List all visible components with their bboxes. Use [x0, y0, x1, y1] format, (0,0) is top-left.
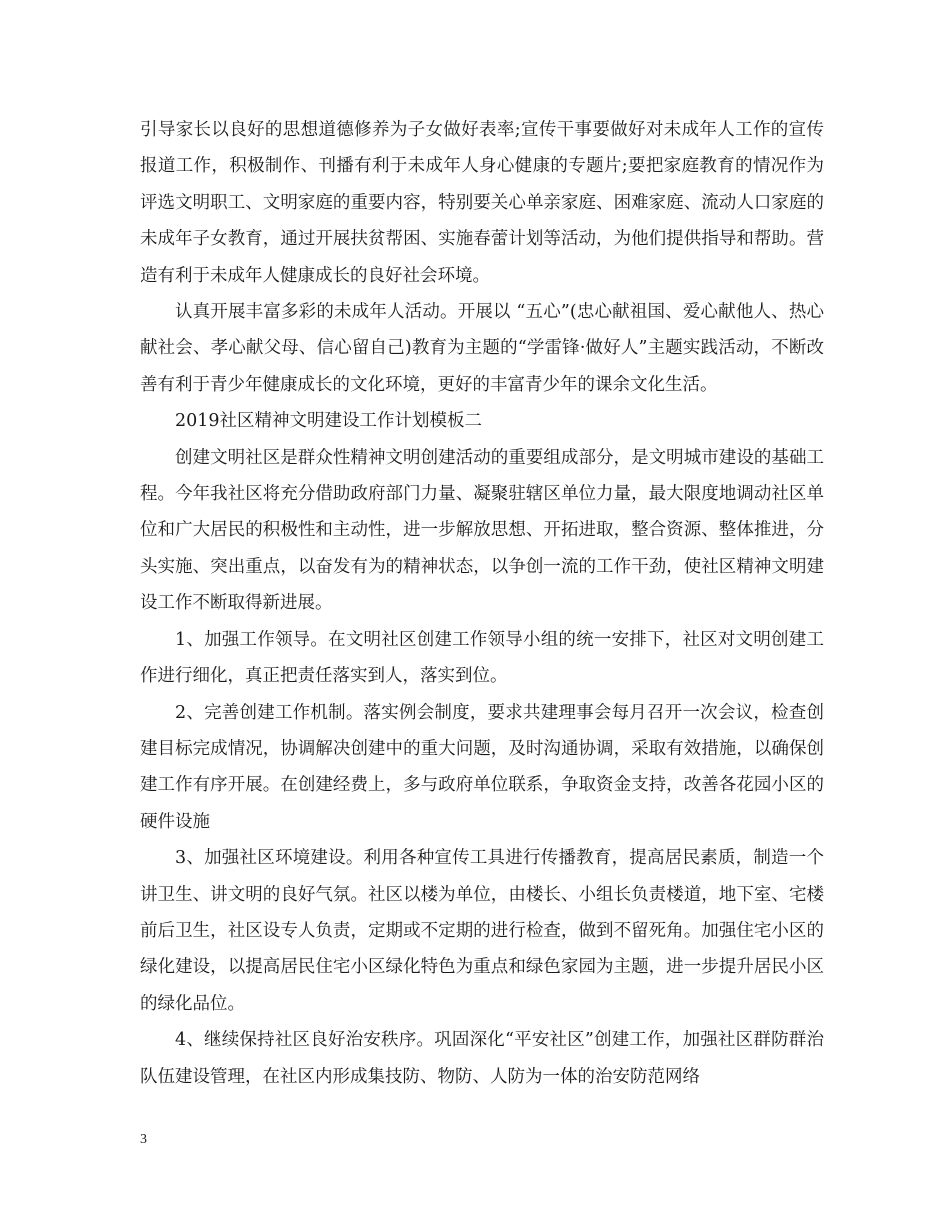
paragraph-civilized-community: 创建文明社区是群众性精神文明创建活动的重要组成部分，是文明城市建设的基础工程。今年我社区将充分借助政府部门力量、凝聚驻辖区单位力量，最大限度地调动社区单位和广大居民的积极性和主动性，进一步解放思想、开拓进取，整合资源、整体推进，分头实施、突出重点，以奋发有为的精神状态，以争创一流的工作干劲，使社区精神文明建设工作不断取得新进展。	[140, 447, 824, 614]
document-body	[140, 112, 824, 1095]
page-number: 3	[140, 1132, 147, 1147]
section-heading: 2019社区精神文明建设工作计划模板二	[175, 411, 483, 432]
paragraph-item-1: 1、加强工作领导。在文明社区创建工作领导小组的统一安排下，社区对文明创建工作进行细化，真正把责任落实到人，落实到位。	[140, 629, 824, 687]
paragraph-item-4: 4、继续保持社区良好治安秩序。巩固深化“平安社区”创建工作，加强社区群防群治队伍建设管理，在社区内形成集技防、物防、人防为一体的治安防范网络	[140, 1030, 824, 1087]
paragraph-youth-activities: 认真开展丰富多彩的未成年人活动。开展以 “五心”(忠心献祖国、爱心献他人、热心献社会、孝心献父母、信心留自己)教育为主题的“学雷锋·做好人”主题实践活动，不断改善有利于青少年健康成长的文化环境，更好的丰富青少年的课余文化生活。	[140, 302, 824, 395]
paragraph-family-education: 引导家长以良好的思想道德修养为子女做好表率;宣传干事要做好对未成年人工作的宣传报道工作，积极制作、刊播有利于未成年人身心健康的专题片;要把家庭教育的情况作为评选文明职工、文明家庭的重要内容，特别要关心单亲家庭、困难家庭、流动人口家庭的未成年子女教育，通过开展扶贫帮困、实施春蕾计划等活动，为他们提供指导和帮助。营造有利于未成年人健康成长的良好社会环境。	[140, 120, 824, 286]
paragraph-item-3: 3、加强社区环境建设。利用各种宣传工具进行传播教育，提高居民素质，制造一个讲卫生、讲文明的良好气氛。社区以楼为单位，由楼长、小组长负责楼道，地下室、宅楼前后卫生，社区设专人负责，定期或不定期的进行检查，做到不留死角。加强住宅小区的绿化建设，以提高居民住宅小区绿化特色为重点和绿色家园为主题，进一步提升居民小区的绿化品位。	[140, 848, 824, 1014]
paragraph-item-2: 2、完善创建工作机制。落实例会制度，要求共建理事会每月召开一次会议，检查创建目标完成情况，协调解决创建中的重大问题，及时沟通协调，采取有效措施，以确保创建工作有序开展。在创建经费上，多与政府单位联系，争取资金支持，改善各花园小区的硬件设施	[140, 702, 824, 832]
